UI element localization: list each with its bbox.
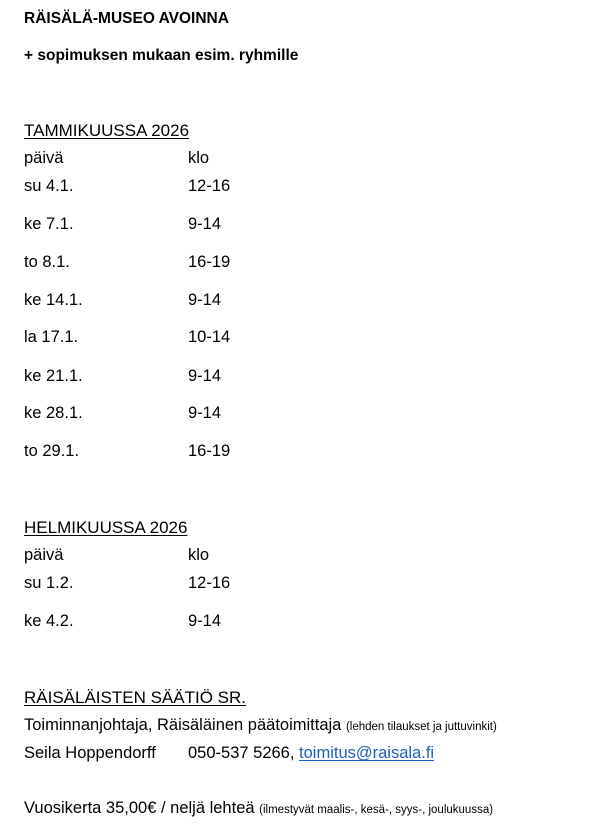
schedule-day: su 1.2. [24, 574, 74, 592]
subscription-price: Vuosikerta 35,00€ / neljä lehteä [24, 799, 255, 817]
schedule-time: 16-19 [188, 253, 231, 271]
contact-role-note: (lehden tilaukset ja juttuvinkit) [345, 721, 497, 733]
schedule-day: la 17.1. [24, 328, 79, 346]
month-heading-january: TAMMIKUUSSA 2026 [24, 121, 190, 140]
schedule-day: ke 14.1. [24, 291, 83, 309]
column-header-time: klo [188, 546, 210, 564]
contact-role-line [24, 716, 497, 735]
schedule-day: ke 7.1. [24, 215, 74, 233]
schedule-time: 9-14 [188, 367, 222, 385]
page-title: RÄISÄLÄ-MUSEO AVOINNA [24, 10, 229, 27]
schedule-day: to 29.1. [24, 442, 80, 460]
schedule-time: 9-14 [188, 291, 222, 309]
organization-name: RÄISÄLÄISTEN SÄÄTIÖ SR. [24, 688, 247, 707]
contact-role: Toiminnanjohtaja, Räisäläinen päätoimittaja [24, 716, 342, 734]
column-header-day: päivä [24, 546, 64, 564]
month-heading-february: HELMIKUUSSA 2026 [24, 518, 188, 537]
schedule-time: 12-16 [188, 574, 231, 592]
schedule-time: 10-14 [188, 328, 231, 346]
schedule-day: ke 28.1. [24, 404, 83, 422]
contact-name: Seila Hoppendorff [24, 744, 156, 762]
contact-details [188, 744, 434, 763]
schedule-time: 16-19 [188, 442, 231, 460]
contact-phone: 050-537 5266, [188, 744, 295, 762]
schedule-time: 9-14 [188, 215, 222, 233]
column-header-time: klo [188, 149, 210, 167]
schedule-time: 9-14 [188, 404, 222, 422]
schedule-day: to 8.1. [24, 253, 70, 271]
schedule-time: 12-16 [188, 177, 231, 195]
schedule-day: ke 21.1. [24, 367, 83, 385]
page-subtitle: + sopimuksen mukaan esim. ryhmille [24, 47, 299, 64]
subscription-line [24, 799, 493, 818]
column-header-day: päivä [24, 149, 64, 167]
subscription-note: (ilmestyvät maalis-, kesä-, syys-, joulukuussa) [259, 804, 494, 816]
schedule-day: su 4.1. [24, 177, 74, 195]
schedule-day: ke 4.2. [24, 612, 74, 630]
schedule-time: 9-14 [188, 612, 222, 630]
contact-email-link[interactable]: toimitus@raisala.fi [299, 744, 435, 762]
